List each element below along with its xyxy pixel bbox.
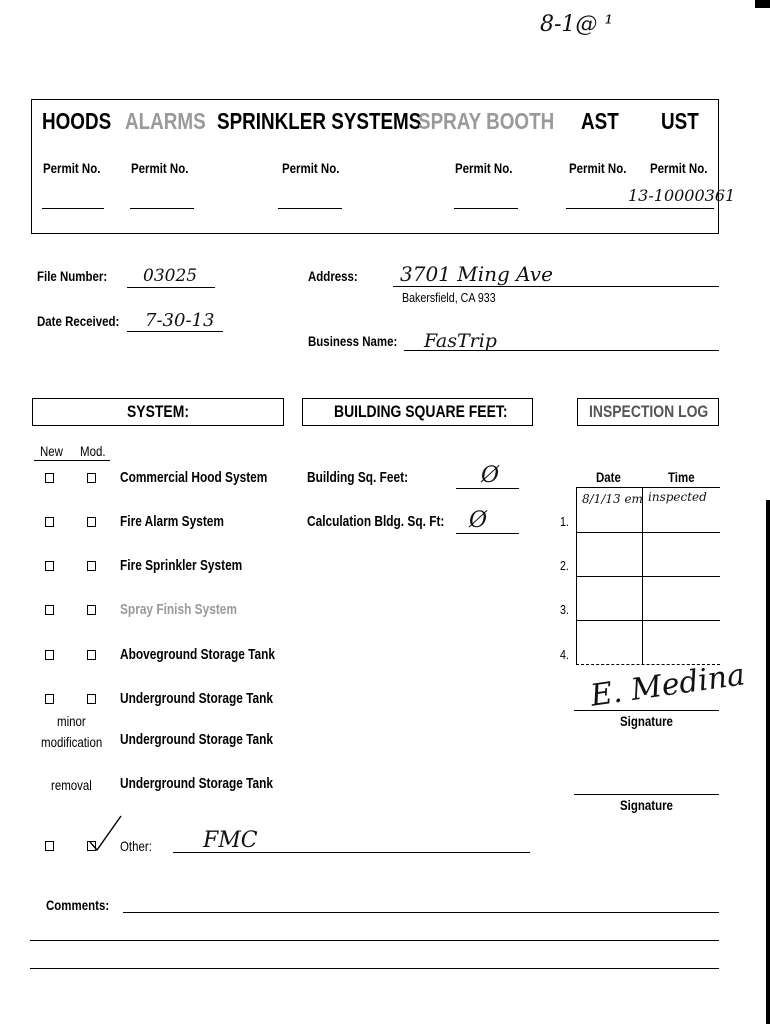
new-checkbox-other[interactable] [45,841,54,851]
header-hoods: HOODS [42,108,112,134]
comments-line-1 [123,912,719,913]
calc-sqft-label: Calculation Bldg. Sq. Ft: [307,514,445,530]
ust-permit-value: 13-10000361 [628,186,736,205]
top-note: 8-1@ ¹ [540,12,614,37]
comments-line-3 [30,968,719,969]
header-ust: UST [661,108,699,134]
file-number-line [127,287,215,288]
permit-label-ust: Permit No. [650,160,708,176]
inspector-signature: E. Medina [588,657,748,714]
other-line [173,852,530,853]
building-sqft-line [456,488,519,489]
permit-line-sprinkler [278,208,342,209]
permit-line-hoods [42,208,104,209]
header-sprinkler-systems: SPRINKLER SYSTEMS [217,108,422,134]
mod-checkbox-spray-finish[interactable] [87,605,96,615]
system-underground-tank: Underground Storage Tank [120,691,274,707]
building-sqft-label: Building Sq. Feet: [307,470,409,486]
signature-line-1 [574,710,719,711]
removal-label: removal [51,777,92,793]
col-mod: Mod. [80,443,106,459]
system-spray-finish: Spray Finish System [120,602,237,618]
system-commercial-hood: Commercial Hood System [120,470,268,486]
header-alarms: ALARMS [125,108,206,134]
modification-label: modification [41,734,103,750]
date-received-label: Date Received: [37,313,120,329]
building-sqft-value: Ø [481,463,500,488]
mod-checkbox-aboveground-tank[interactable] [87,650,96,660]
header-ast: AST [581,108,619,134]
log-row-line-1 [576,532,720,533]
permit-line-spray-booth [454,208,518,209]
business-name-value: FasTrip [424,330,497,352]
log-entry-time: inspected [648,490,707,504]
calc-sqft-line [456,533,519,534]
log-entry-date: 8/1/13 em [582,492,643,506]
address-line [393,286,719,287]
log-row-4: 4. [560,647,569,662]
scan-edge-right [766,500,770,1024]
system-fire-sprinkler: Fire Sprinkler System [120,558,243,574]
new-checkbox-spray-finish[interactable] [45,605,54,615]
permit-line-ast-ust [566,208,714,209]
col-new: New [40,443,63,459]
permit-line-alarms [130,208,194,209]
new-checkbox-fire-alarm[interactable] [45,517,54,527]
system-ust-removal: Underground Storage Tank [120,776,274,792]
log-row-line-3 [576,620,720,621]
log-date-header: Date [596,469,621,485]
signature-label-1: Signature [620,713,673,729]
new-checkbox-fire-sprinkler[interactable] [45,561,54,571]
system-ust-minor-modification: Underground Storage Tank [120,732,274,748]
address-value: 3701 Ming Ave [400,262,553,286]
log-row-3: 3. [560,602,569,617]
file-number-value: 03025 [143,266,198,286]
log-section-title: INSPECTION LOG [589,402,709,421]
mod-checkbox-underground-tank[interactable] [87,694,96,704]
comments-line-2 [30,940,719,941]
other-value: FMC [203,828,258,853]
permit-label-sprinkler: Permit No. [282,160,340,176]
scan-edge [755,0,770,8]
permit-label-ast: Permit No. [569,160,627,176]
sqft-section-title: BUILDING SQUARE FEET: [334,402,508,421]
new-checkbox-aboveground-tank[interactable] [45,650,54,660]
date-received-value: 7-30-13 [145,310,215,331]
signature-line-2 [574,794,719,795]
minor-label: minor [57,713,86,729]
file-number-label: File Number: [37,268,108,284]
system-fire-alarm: Fire Alarm System [120,514,224,530]
mod-checkbox-fire-sprinkler[interactable] [87,561,96,571]
date-received-line [127,331,223,332]
log-time-header: Time [668,469,695,485]
log-row-1: 1. [560,514,569,529]
calc-sqft-value: Ø [469,508,488,533]
mod-checkbox-hood[interactable] [87,473,96,483]
new-checkbox-hood[interactable] [45,473,54,483]
business-name-label: Business Name: [308,333,398,349]
system-aboveground-tank: Aboveground Storage Tank [120,647,276,663]
permit-label-spray-booth: Permit No. [455,160,513,176]
signature-label-2: Signature [620,797,673,813]
address-label: Address: [308,268,358,284]
new-checkbox-underground-tank[interactable] [45,694,54,704]
checkmark-icon [88,812,124,854]
address-city: Bakersfield, CA 933 [402,290,496,305]
permit-label-alarms: Permit No. [131,160,189,176]
other-label: Other: [120,838,152,854]
system-section-title: SYSTEM: [127,402,189,421]
comments-label: Comments: [46,897,110,913]
col-header-line [34,460,110,461]
header-spray-booth: SPRAY BOOTH [418,108,555,134]
mod-checkbox-fire-alarm[interactable] [87,517,96,527]
log-row-line-2 [576,576,720,577]
permit-label-hoods: Permit No. [43,160,101,176]
business-name-line [404,350,719,351]
log-row-2: 2. [560,558,569,573]
